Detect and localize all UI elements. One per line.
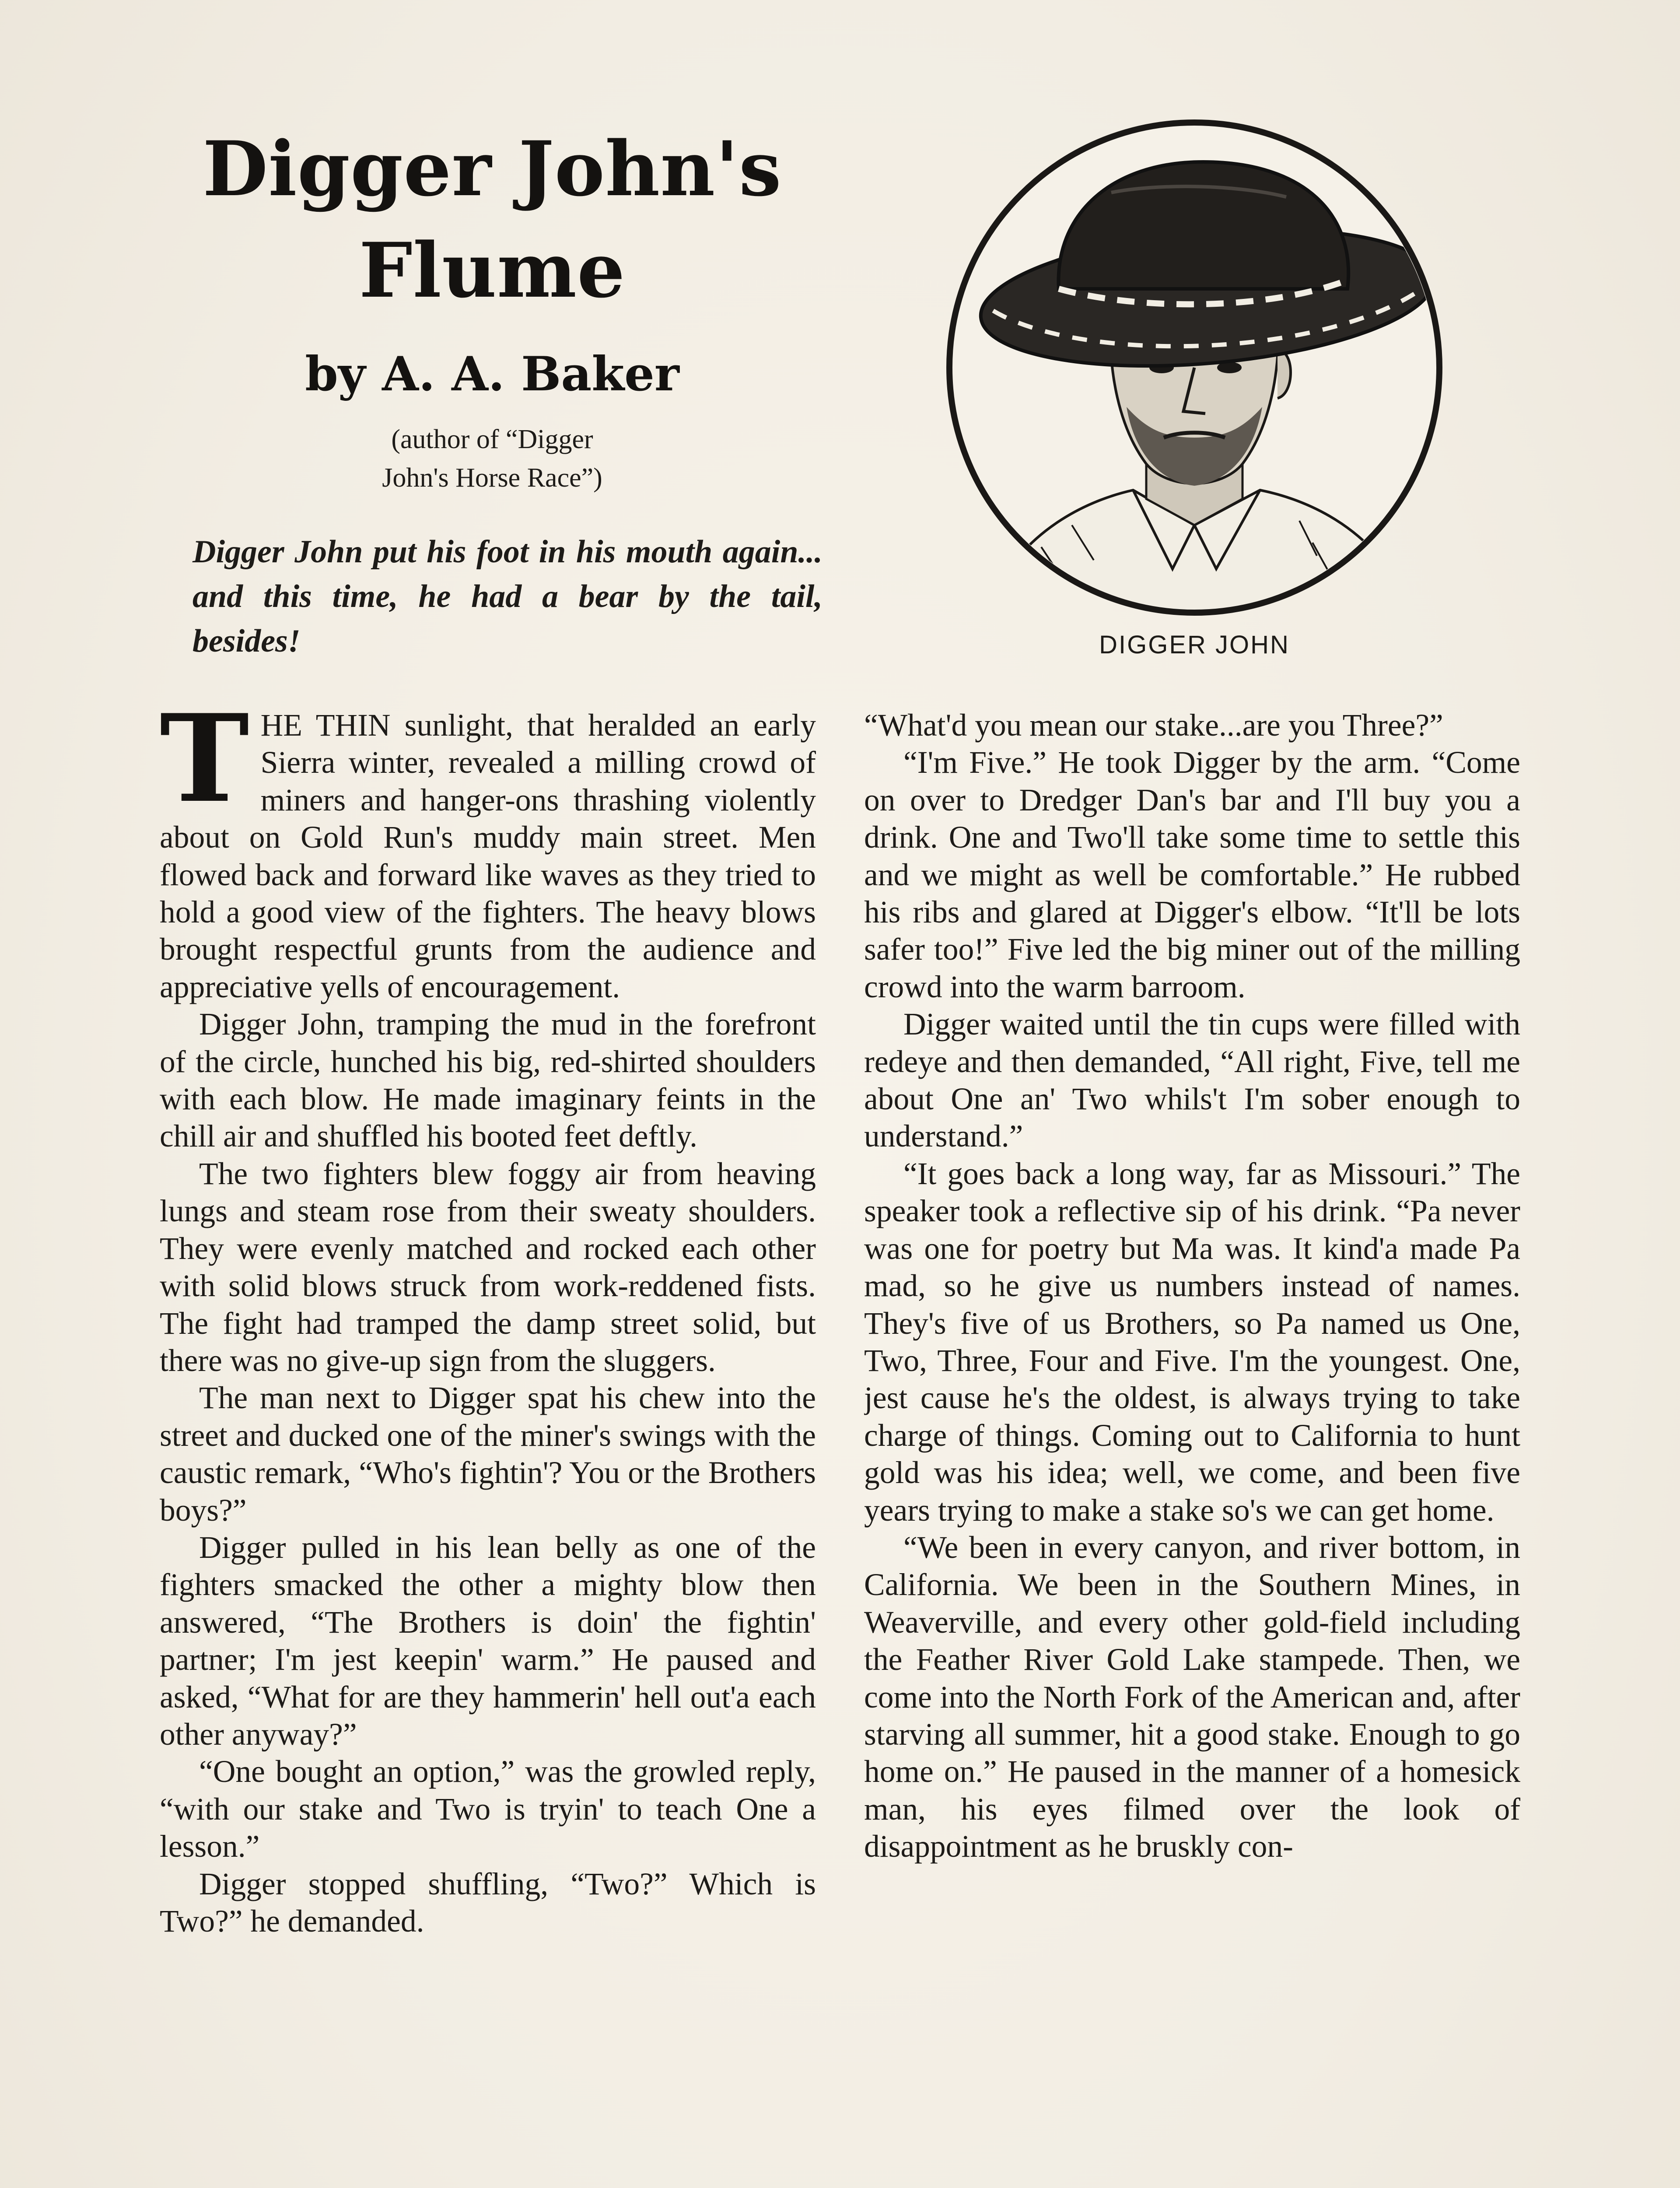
article-paragraph: “What'd you mean our stake...are you Three?” bbox=[864, 708, 1443, 743]
story-title-line-2: Flume bbox=[359, 226, 626, 315]
digger-john-illustration bbox=[928, 105, 1461, 630]
byline: by A. A. Baker bbox=[305, 347, 679, 402]
article-paragraph: The man next to Digger spat his chew into the street and ducked one of the miner's swings with the caustic remark, “Who's fightin'? You or the Brothers boys?” bbox=[160, 1381, 816, 1528]
article-paragraph: Digger John, tramping the mud in the forefront of the circle, hunched his big, red-shirted shoulders with each blow. He made imaginary feints in the chill air and shuffled his booted feet deftly. bbox=[160, 1007, 816, 1154]
story-title bbox=[109, 118, 875, 321]
drop-cap: T bbox=[160, 707, 249, 829]
article-paragraph: Digger waited until the tin cups were filled with redeye and then demanded, “All right, Five, tell me about One an' Two whils't I'm sober enough to understand.” bbox=[864, 1007, 1520, 1154]
article-paragraph: Digger stopped shuffling, “Two?” Which is Two?” he demanded. bbox=[160, 1866, 816, 1939]
story-tagline: Digger John put his foot in his mouth again... and this time, he had a bear by the tail, besides! bbox=[192, 534, 822, 659]
article-paragraph: “It goes back a long way, far as Missouri.” The speaker took a reflective sip of his drink. “Pa never was one for poetry but Ma was. It kind'a made Pa mad, so he give us numbers instead of names. They's five of us Brothers, so Pa named us One, Two, Three, Four and Five. I'm the youngest. One, jest cause he's the oldest, is always trying to take charge of things. Coming out to California to hunt gold was his idea; well, we come, and been five years trying to make a stake so's we can get home. bbox=[864, 1156, 1520, 1528]
article-paragraph: Digger pulled in his lean belly as one of the fighters smacked the other a mighty blow then answered, “The Brothers is doin' the fightin' partner; I'm jest keepin' warm.” He paused and asked, “What for are they hammerin' hell out'a each other anyway?” bbox=[160, 1530, 816, 1752]
article-column-left bbox=[160, 707, 816, 2188]
article-paragraph bbox=[160, 707, 816, 1006]
article-paragraph: “I'm Five.” He took Digger by the arm. “Come on over to Dredger Dan's bar and I'll buy you a drink. One and Two'll take some time to settle this and we might as well be comfortable.” He rubbed his ribs and glared at Digger's elbow. “It'll be lots safer too!” Five led the big miner out of the milling crowd into the warm barroom. bbox=[864, 745, 1520, 1004]
paragraph-text: HE THIN sunlight, that heralded an early Sierra winter, revealed a milling crowd of miners and hanger-ons thrashing violently about on Gold Run's muddy main street. Men flowed back and forward like waves as they tried to hold a good view of the fighters. The heavy blows brought respectful grunts from the audience and appreciative yells of encouragement. bbox=[160, 708, 816, 1004]
byline-note: (author of “Digger John's Horse Race”) bbox=[382, 424, 602, 493]
article-paragraph: “We been in every canyon, and river bottom, in California. We been in the Southern Mines, in Weaverville, and every other gold-field including the Feather River Gold Lake stampede. Then, we come into the North Fork of the American and, after starving all summer, hit a good stake. Enough to go home on.” He paused in the manner of a homesick man, his eyes filmed over the look of disappointment as he bruskly con- bbox=[864, 1530, 1520, 1864]
story-title-line-1: Digger John's bbox=[203, 124, 782, 213]
article-paragraph: “One bought an option,” was the growled reply, “with our stake and Two is tryin' to teach One a lesson.” bbox=[160, 1754, 816, 1864]
article-column-right bbox=[864, 707, 1520, 2188]
illustration-caption: DIGGER JOHN bbox=[1099, 631, 1290, 659]
article-paragraph: The two fighters blew foggy air from heaving lungs and steam rose from their sweaty shoulders. They were evenly matched and rocked each other with solid blows struck from work-reddened fists. The fight had tramped the damp street solid, but there was no give-up sign from the sluggers. bbox=[160, 1156, 816, 1378]
